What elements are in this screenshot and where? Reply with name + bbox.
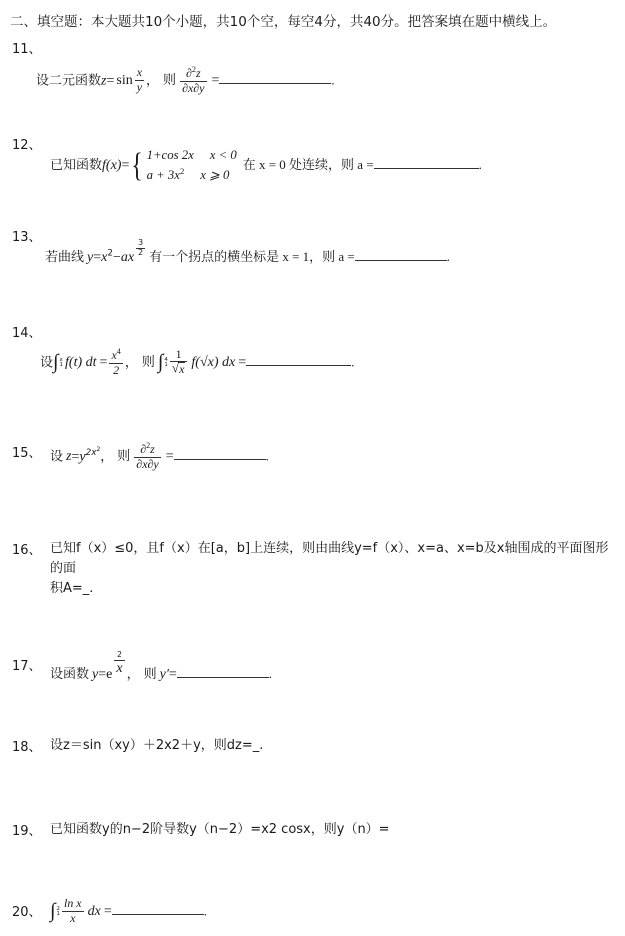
section-heading: 二、填空题：本大题共10个小题，共10个空，每空4分，共40分。把答案填在题中横线上。 (10, 14, 557, 30)
q20-fraction (62, 897, 84, 925)
q16-line-2: 积A=_. (50, 581, 94, 597)
question-body-18: 设z＝sin（xy）＋2x2＋y，则dz=_. (50, 738, 264, 753)
q17-prefix: 设函数 (50, 666, 90, 682)
q17-answer-blank[interactable] (177, 665, 269, 678)
q11-partial-fraction (180, 65, 206, 95)
q12-answer-blank[interactable] (374, 156, 479, 169)
q12-fx: (x) (105, 158, 122, 174)
q13-a: a (120, 250, 128, 266)
question-body-14 (40, 348, 354, 378)
q14-comma: ， (124, 354, 138, 370)
question-body-16 (50, 539, 620, 599)
q15-partial-symbol: ∂ (140, 442, 147, 457)
q20-integral-symbol: ∫ (50, 900, 56, 923)
q13-middle: 有一个拐点的横坐标是 x = 1，则 a = (149, 249, 355, 265)
q14-sqrt (172, 362, 186, 376)
q17-eq: = (98, 667, 107, 683)
question-body-19: 已知函数y的n−2阶导数y（n−2）=x2 cosx，则y（n）= (50, 822, 390, 837)
q13-minus: − (112, 250, 121, 266)
q15-y-exponent (86, 448, 101, 458)
question-body-11 (36, 66, 335, 96)
q20-integral-limits (57, 907, 60, 918)
q11-eq: = (106, 73, 115, 89)
q11-answer-blank[interactable] (219, 71, 331, 84)
q12-case2-cond: x ⩾ 0 (200, 168, 230, 183)
q12-case-2 (147, 165, 237, 185)
q15-eq: = (71, 449, 80, 465)
q14-integral-2-limits (164, 358, 167, 369)
q13-answer-blank[interactable] (355, 248, 447, 261)
q13-x2-exp: 2 (107, 248, 113, 259)
q13-exp-num: 3 (138, 237, 144, 247)
q20-tail: . (203, 903, 207, 919)
q11-equals: = (211, 73, 220, 89)
q11-prefix: 设二元函数 (36, 72, 102, 88)
q17-yprime: y′ (159, 667, 169, 683)
q11-sin: sin (116, 73, 133, 89)
q14-fraction-1 (109, 347, 122, 377)
q12-prefix: 已知函数 (50, 157, 103, 173)
q14-frac2-num: 1 (170, 348, 188, 362)
q15-exp-base: 2x (85, 448, 97, 459)
q20-upper-limit: 2 (56, 905, 61, 912)
q14-fraction-2 (170, 348, 188, 377)
q11-then: 则 (163, 72, 177, 88)
question-body-15 (50, 442, 269, 472)
q14-then: 则 (141, 354, 155, 370)
q17-equals: = (168, 667, 177, 683)
q14-int2-upper: 4 (164, 356, 168, 363)
q17-tail: . (268, 666, 273, 682)
q13-tail: . (446, 249, 451, 265)
q14-integral-1-limits (60, 358, 63, 369)
q17-then: 则 (143, 666, 157, 682)
q11-partial-z: z (195, 66, 201, 81)
question-body-12 (50, 146, 482, 185)
q14-int1-lower: 1 (59, 361, 64, 368)
q14-int2-lower: 1 (164, 361, 168, 368)
q12-case1-cond: x < 0 (209, 147, 237, 162)
q14-eq2: = (238, 355, 247, 371)
q20-frac-den: x (70, 910, 76, 925)
q12-case1-expr: 1+cos 2x (146, 147, 194, 162)
question-number-16: 16、 (12, 543, 42, 558)
q12-tail: . (478, 157, 482, 173)
q17-exp-num: 2 (114, 651, 124, 661)
q14-sqrt-radicand: x (179, 362, 185, 377)
q11-partial-den: ∂x∂y (182, 80, 205, 95)
q15-comma: ， (100, 448, 114, 464)
q14-answer-blank[interactable] (246, 353, 351, 366)
q11-partial-order: 2 (191, 65, 196, 75)
q17-e: e (106, 667, 113, 683)
question-number-18: 18、 (12, 740, 42, 755)
q20-dx: dx (87, 904, 101, 920)
q11-frac-num: x (136, 65, 143, 80)
q14-frac1-den: 2 (113, 362, 120, 377)
q17-comma: ， (126, 666, 140, 682)
q15-equals: = (165, 449, 174, 465)
q15-partial-num (134, 441, 160, 457)
question-number-19: 19、 (12, 824, 42, 839)
q11-fraction (135, 66, 144, 94)
question-number-14: 14、 (12, 326, 42, 341)
q14-integral-2-symbol: ∫ (157, 351, 164, 374)
question-number-12: 12、 (12, 138, 42, 153)
q15-answer-blank[interactable] (174, 447, 266, 460)
q12-eq: = (121, 158, 130, 174)
q13-y: y (87, 250, 94, 266)
question-number-11: 11、 (12, 42, 42, 57)
q11-frac-den: y (136, 79, 143, 94)
question-body-17 (50, 649, 273, 686)
q20-frac-num: ln x (64, 896, 82, 911)
q15-partial-order: 2 (146, 441, 151, 451)
question-number-13: 13、 (12, 230, 42, 245)
question-number-20: 20、 (12, 905, 42, 920)
q12-case2-exp: 2 (179, 165, 185, 176)
q17-exponent-fraction (114, 651, 124, 676)
q15-prefix: 设 (50, 448, 64, 464)
q12-piecewise (129, 146, 236, 185)
question-number-17: 17、 (12, 659, 42, 674)
q11-partial-num (180, 65, 206, 81)
q11-partial-symbol: ∂ (185, 66, 192, 81)
q20-answer-blank[interactable] (112, 902, 204, 915)
q14-integrand-1: f(t) dt (65, 355, 97, 371)
q14-frac1-x: x (111, 348, 117, 363)
q20-equals: = (103, 904, 112, 920)
q14-integrand-2: f(√x) dx (191, 355, 236, 371)
q15-exp-power: 2 (96, 446, 101, 454)
q15-partial-den: ∂x∂y (136, 456, 159, 471)
q14-int1-upper: x (59, 356, 63, 363)
q12-brace: { (131, 146, 144, 184)
q14-tail: . (351, 354, 355, 370)
q20-lower-limit: 1 (56, 910, 61, 917)
question-body-13 (45, 237, 451, 269)
q12-case-1 (147, 146, 237, 165)
q11-comma: ， (146, 72, 160, 88)
q16-line-1: 已知f（x）≤0，且f（x）在[a，b]上连续，则由曲线y=f（x）、x=a、x=b及x轴围成的平面图形的面 (50, 541, 609, 577)
q15-partial-z: z (150, 442, 155, 457)
q15-partial-fraction (134, 441, 160, 471)
q12-f: f (102, 158, 106, 174)
q13-prefix: 若曲线 (45, 249, 85, 265)
q14-integral-1-symbol: ∫ (53, 351, 59, 374)
q14-eq1: = (99, 355, 108, 371)
q13-exp-den: 2 (138, 247, 144, 257)
q15-y: y (79, 449, 86, 465)
q13-x3: x (127, 250, 135, 266)
question-body-20 (50, 898, 207, 926)
q15-z: z (66, 449, 72, 465)
q13-exponent-fraction (136, 239, 145, 257)
q14-prefix: 设 (40, 354, 54, 370)
q15-then: 则 (117, 448, 131, 464)
q17-y: y (92, 667, 99, 683)
q14-frac2-den (170, 362, 188, 376)
q13-x2: x (101, 250, 108, 266)
q14-frac1-exp: 4 (116, 347, 121, 357)
q12-cases (147, 146, 237, 185)
q12-case2-expr: a + 3x (146, 168, 180, 183)
q11-z: z (101, 73, 107, 89)
q11-tail: . (331, 72, 335, 88)
q14-frac1-num (109, 347, 122, 363)
q13-eq: = (93, 250, 102, 266)
q12-middle: 在 x = 0 处连续，则 a = (242, 157, 374, 173)
q17-exp-den: x (116, 660, 123, 676)
q15-tail: . (265, 448, 269, 464)
question-number-15: 15、 (12, 446, 42, 461)
